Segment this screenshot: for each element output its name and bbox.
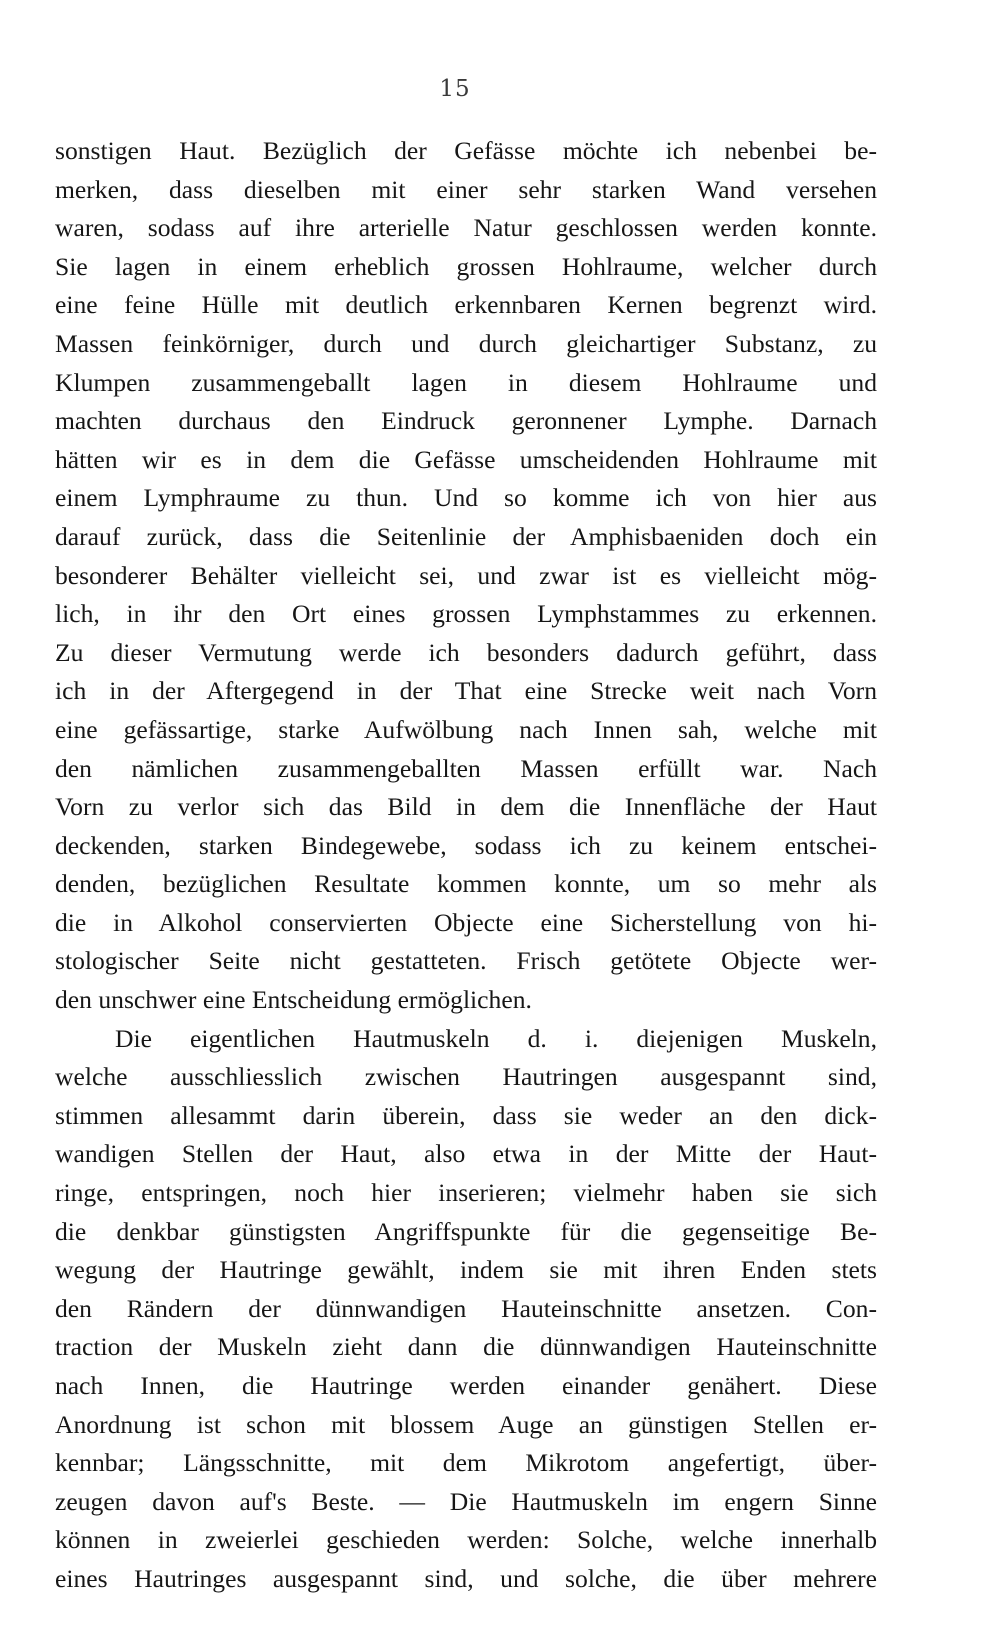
text-line: lich, in ihr den Ort eines grossen Lymphstammes zu erkennen. — [55, 599, 877, 629]
text-line: besonderer Behälter vielleicht sei, und zwar ist es vielleicht mög- — [55, 560, 877, 590]
text-line: welche ausschliesslich zwischen Hautringen ausgespannt sind, — [55, 1062, 877, 1092]
text-line: machten durchaus den Eindruck geronnener Lymphe. Darnach — [55, 406, 877, 436]
text-line: nach Innen, die Hautringe werden einander genähert. Diese — [55, 1371, 877, 1400]
text-line: einem Lymphraume zu thun. Und so komme ich von hier aus — [55, 483, 877, 513]
text-line: wegung der Hautringe gewählt, indem sie mit ihren Enden stets — [55, 1255, 877, 1285]
text-line: wandigen Stellen der Haut, also etwa in der Mitte der Haut- — [55, 1139, 877, 1169]
text-line: eine gefässartige, starke Aufwölbung nach Innen sah, welche mit — [55, 714, 877, 744]
text-line: Sie lagen in einem erheblich grossen Hohlraume, welcher durch — [55, 251, 877, 281]
text-line: Zu dieser Vermutung werde ich besonders dadurch geführt, dass — [55, 637, 877, 667]
text-line: waren, sodass auf ihre arterielle Natur geschlossen werden konnte. — [55, 213, 877, 243]
text-line: kennbar; Längsschnitte, mit dem Mikrotom angefertigt, über- — [55, 1448, 877, 1478]
text-line: sonstigen Haut. Bezüglich der Gefässe möchte ich nebenbei be- — [55, 136, 877, 165]
text-line: Massen feinkörniger, durch und durch gleichartiger Substanz, zu — [55, 328, 877, 358]
paragraph-start-line: Die eigentlichen Hautmuskeln d. i. diejenigen Muskeln, — [115, 1023, 877, 1053]
text-line: ich in der Aftergegend in der That eine Strecke weit nach Vorn — [55, 676, 877, 706]
text-line: eines Hautringes ausgespannt sind, und solche, die über mehrere — [55, 1563, 877, 1593]
text-line: die in Alkohol conservierten Objecte eine Sicherstellung von hi- — [55, 907, 877, 937]
text-line: deckenden, starken Bindegewebe, sodass ich zu keinem entschei- — [55, 830, 877, 860]
text-line: eine feine Hülle mit deutlich erkennbaren Kernen begrenzt wird. — [55, 290, 877, 320]
text-line: Vorn zu verlor sich das Bild in dem die Innenfläche der Haut — [55, 792, 877, 822]
text-line: traction der Muskeln zieht dann die dünnwandigen Hauteinschnitte — [55, 1332, 877, 1362]
text-line: merken, dass dieselben mit einer sehr starken Wand versehen — [55, 174, 877, 204]
text-line: stimmen allesammt darin überein, dass sie weder an den dick- — [55, 1100, 877, 1130]
page-number: 15 — [439, 76, 471, 102]
text-line: stologischer Seite nicht gestatteten. Frisch getötete Objecte wer- — [55, 946, 877, 976]
text-line: Klumpen zusammengeballt lagen in diesem Hohlraume und — [55, 367, 877, 397]
text-line: den nämlichen zusammengeballten Massen erfüllt war. Nach — [55, 753, 877, 783]
text-line: die denkbar günstigsten Angriffspunkte für die gegenseitige Be- — [55, 1216, 877, 1246]
text-line: können in zweierlei geschieden werden: Solche, welche innerhalb — [55, 1525, 877, 1555]
body-text — [55, 132, 877, 1599]
text-line: ringe, entspringen, noch hier inserieren; vielmehr haben sie sich — [55, 1178, 877, 1208]
text-line: zeugen davon auf's Beste. — Die Hautmuskeln im engern Sinne — [55, 1486, 877, 1516]
text-line: darauf zurück, dass die Seitenlinie der Amphisbaeniden doch ein — [55, 521, 877, 551]
paragraph-end-line: den unschwer eine Entscheidung ermöglichen. — [55, 985, 532, 1015]
text-line: hätten wir es in dem die Gefässe umscheidenden Hohlraume mit — [55, 444, 877, 474]
text-line: Anordnung ist schon mit blossem Auge an günstigen Stellen er- — [55, 1409, 877, 1439]
text-line: denden, bezüglichen Resultate kommen konnte, um so mehr als — [55, 869, 877, 899]
text-line: den Rändern der dünnwandigen Hauteinschnitte ansetzen. Con- — [55, 1293, 877, 1323]
